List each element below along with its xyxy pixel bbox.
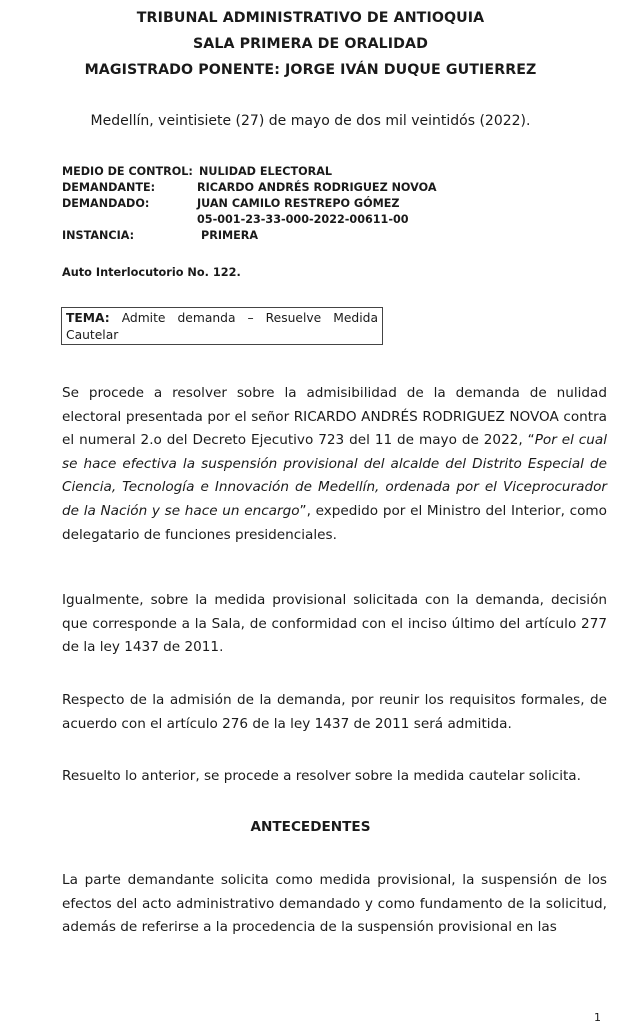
magistrate-line: MAGISTRADO PONENTE: JORGE IVÁN DUQUE GUTIERREZ	[84, 62, 537, 78]
paragraph-1-text-b: ”, expedido por el Ministro del Interior, como delegatario de funciones presidenciales.	[62, 502, 607, 543]
tema-box	[61, 307, 383, 345]
medio-label: MEDIO DE CONTROL:	[62, 165, 193, 178]
case-metadata	[62, 165, 602, 245]
paragraph-1-text-a: Se procede a resolver sobre la admisibilidad de la demanda de nulidad electoral presentada por el señor RICARDO ANDRÉS RODRIGUEZ NOVOA contra el numeral 2.o del Decreto Ejecutivo 723 del 11 de mayo de 2022, “	[62, 385, 607, 449]
paragraph-3: Respecto de la admisión de la demanda, por reunir los requisitos formales, de acuerdo con el artículo 276 de la ley 1437 de 2011 será admitida.	[62, 692, 607, 732]
demandante-label: DEMANDANTE:	[62, 181, 156, 194]
paragraph-1	[62, 382, 607, 547]
paragraph-1-decree-title: Por el cual se hace efectiva la suspensión provisional del alcalde del Distrito Especial de Ciencia, Tecnología e Innovación de Medellín, ordenada por el Viceprocurador de la Nación y se hace un encargo	[62, 432, 607, 519]
instancia-label: INSTANCIA:	[62, 229, 135, 242]
demandante-value: RICARDO ANDRÉS RODRIGUEZ NOVOA	[197, 181, 437, 194]
demandado-value: JUAN CAMILO RESTREPO GÓMEZ	[197, 197, 400, 210]
tema-label: TEMA:	[66, 311, 110, 325]
chamber-name: SALA PRIMERA DE ORALIDAD	[192, 36, 429, 52]
document-date: Medellín, veintisiete (27) de mayo de dos mil veintidós (2022).	[90, 113, 531, 129]
paragraph-4: Resuelto lo anterior, se procede a resolver sobre la medida cautelar solicita.	[62, 768, 581, 784]
radicado-value: 05-001-23-33-000-2022-00611-00	[197, 213, 409, 226]
instancia-value: PRIMERA	[201, 229, 259, 242]
auto-number: Auto Interlocutorio No. 122.	[62, 266, 241, 279]
demandado-label: DEMANDADO:	[62, 197, 150, 210]
court-name: TRIBUNAL ADMINISTRATIVO DE ANTIOQUIA	[136, 10, 485, 26]
paragraph-5: La parte demandante solicita como medida provisional, la suspensión de los efectos del acto administrativo demandado y como fundamento de la solicitud, además de referirse a la procedencia de la suspensión provisional en las	[62, 872, 607, 936]
tema-text: Admite demanda – Resuelve Medida Cautelar	[66, 311, 378, 342]
medio-value: NULIDAD ELECTORAL	[199, 165, 333, 178]
page-number: 1	[594, 1011, 601, 1024]
section-title: ANTECEDENTES	[250, 819, 371, 835]
paragraph-2: Igualmente, sobre la medida provisional solicitada con la demanda, decisión que corresponde a la Sala, de conformidad con el inciso último del artículo 277 de la ley 1437 de 2011.	[62, 592, 607, 656]
